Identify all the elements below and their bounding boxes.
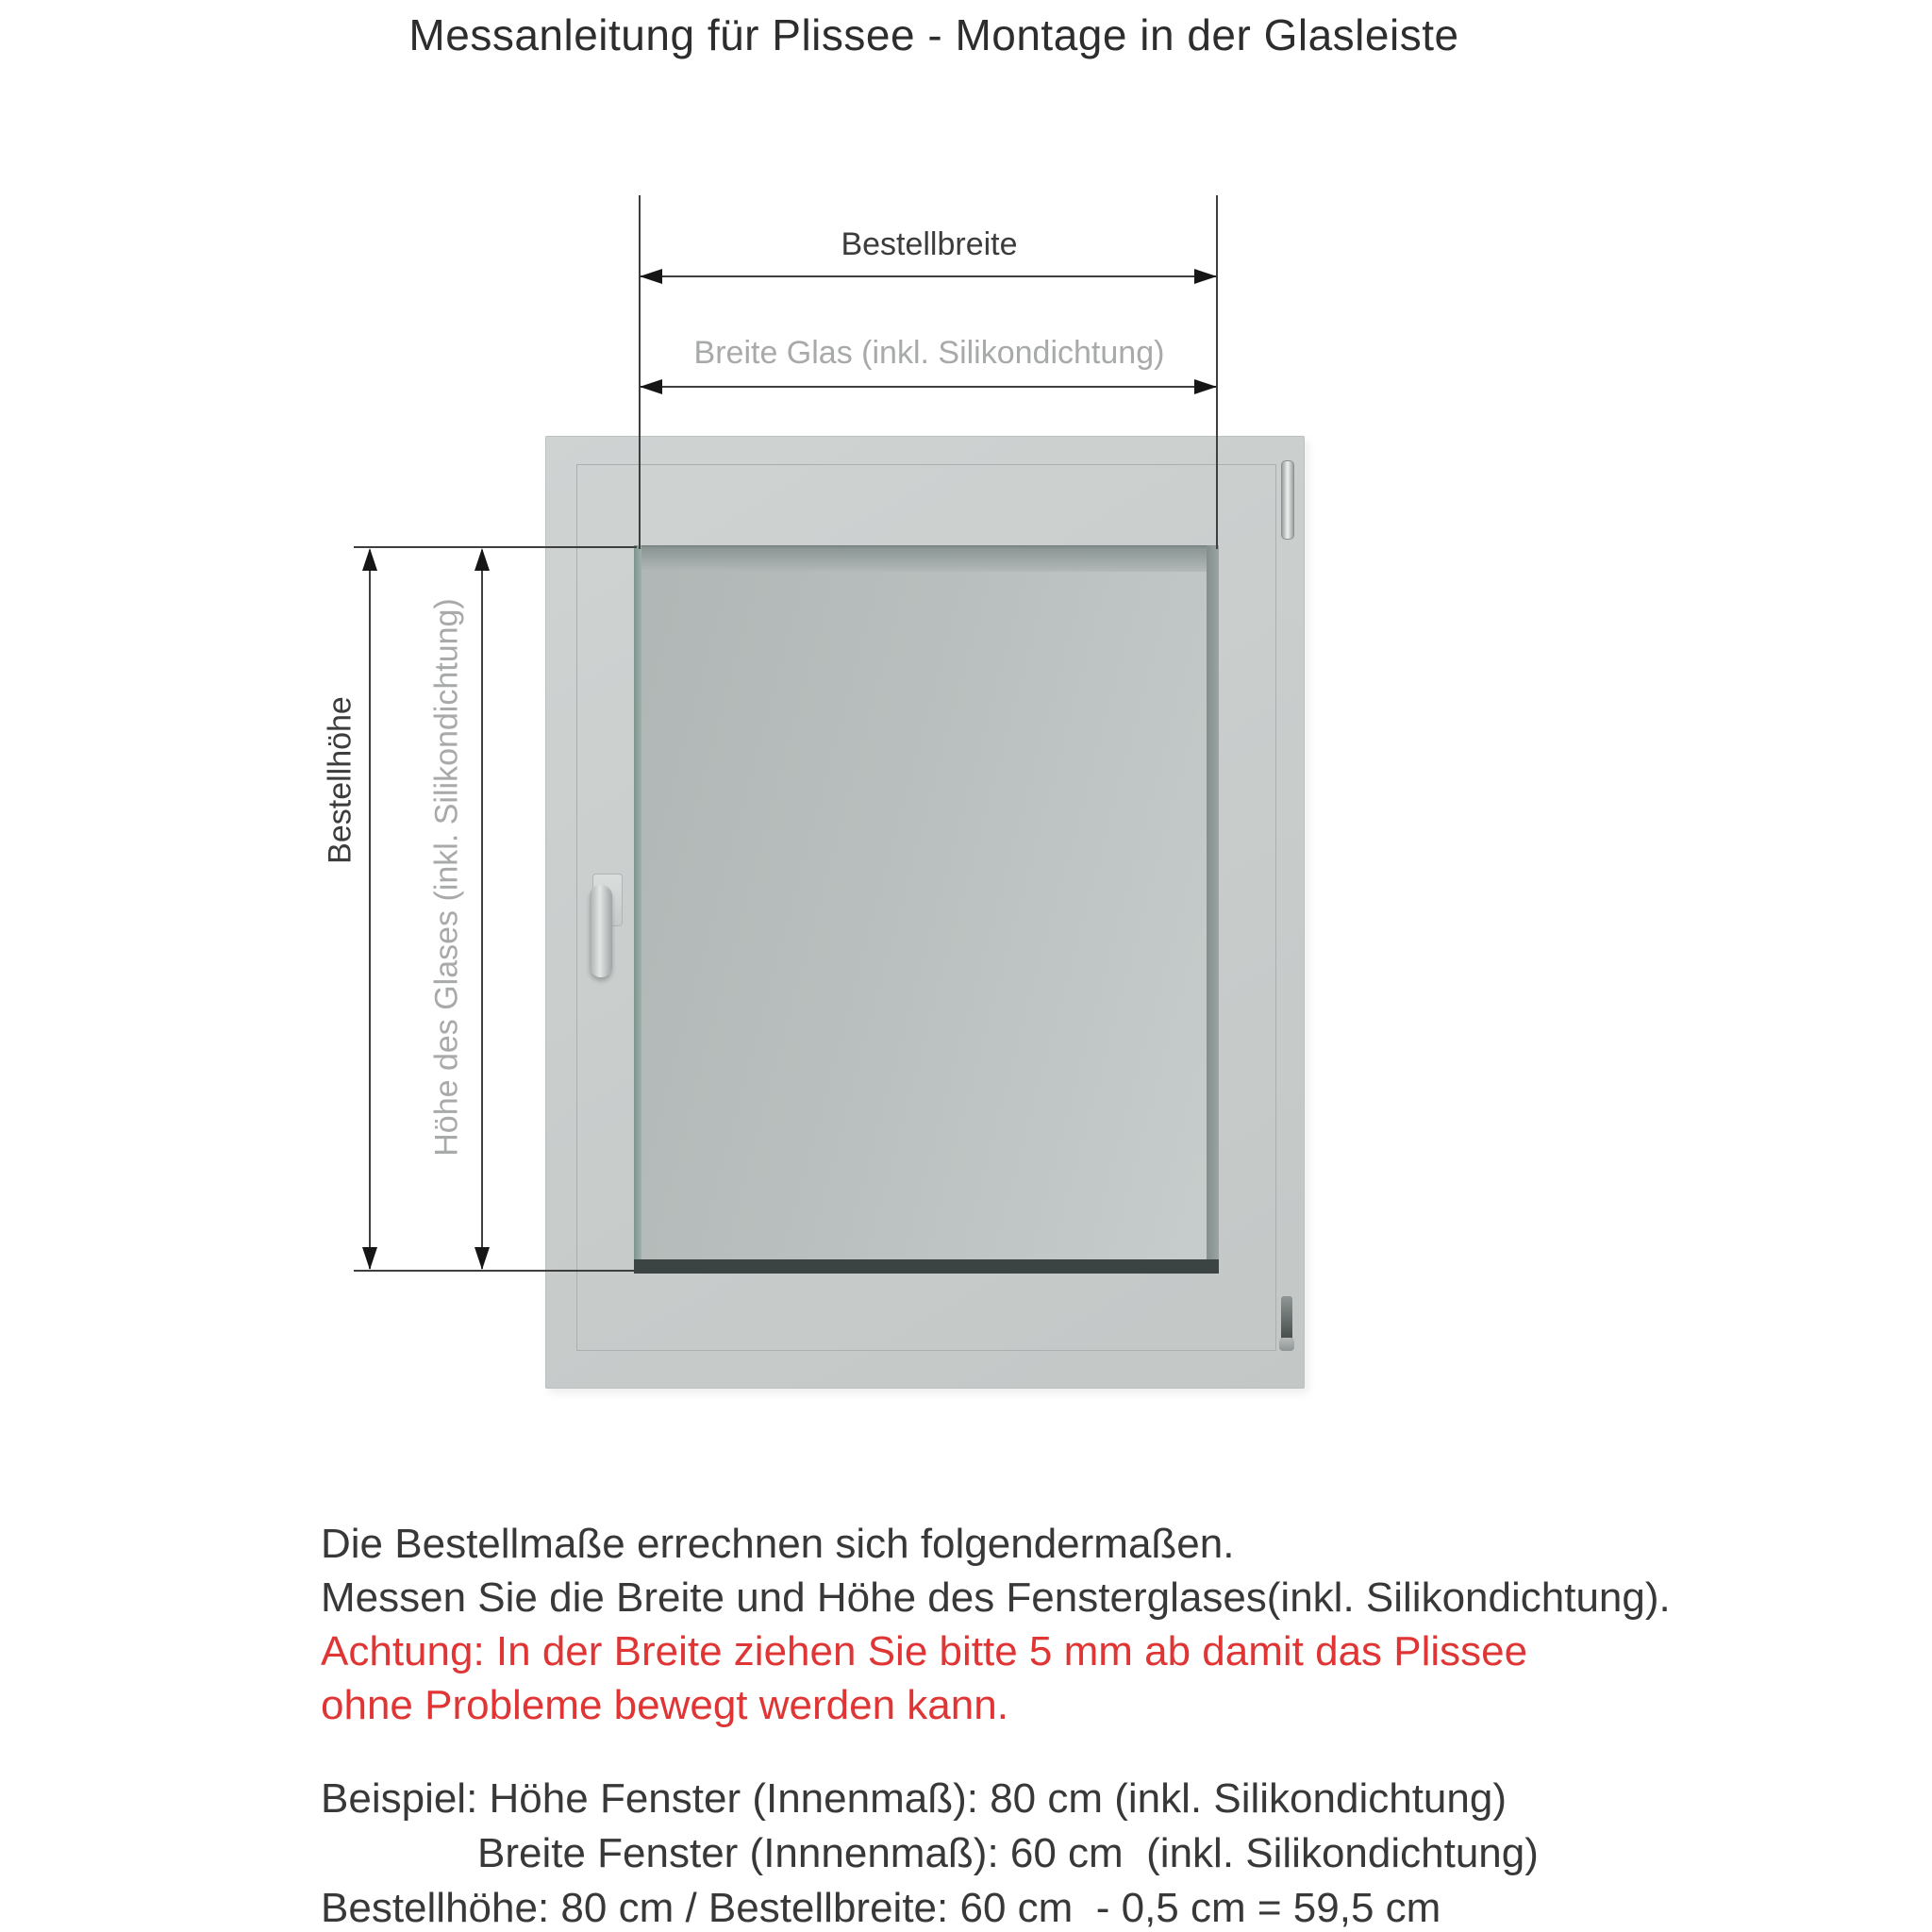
glass-left-seal-edge xyxy=(634,545,641,1274)
glass-bottom-bevel xyxy=(634,1259,1219,1274)
example-line: Bestellhöhe: 80 cm / Bestellbreite: 60 cm - 0,5 cm = 59,5 cm xyxy=(321,1885,1441,1931)
glass-width-dimension-line xyxy=(640,386,1217,388)
glass-height-dimension-line xyxy=(481,550,483,1269)
arrowhead-up-icon xyxy=(475,548,490,571)
bottom-hinge xyxy=(1281,1296,1292,1343)
extension-line-glass-top xyxy=(354,546,637,548)
glass-height-label: Höhe des Glases (inkl. Silikondichtung) xyxy=(428,598,465,1157)
arrowhead-up-icon xyxy=(362,548,377,571)
window-frame xyxy=(545,436,1305,1389)
glass-top-bevel xyxy=(634,545,1219,572)
example-line: Beispiel: Höhe Fenster (Innenmaß): 80 cm (inkl. Silikondichtung) xyxy=(321,1775,1507,1822)
example-text xyxy=(321,1772,1539,1932)
arrowhead-right-icon xyxy=(1194,269,1217,284)
instruction-line: Messen Sie die Breite und Höhe des Fensterglases(inkl. Silikondichtung). xyxy=(321,1574,1671,1621)
example-line: Breite Fenster (Innnenmaß): 60 cm (inkl. Silikondichtung) xyxy=(477,1830,1539,1876)
glass-right-bevel xyxy=(1207,545,1219,1274)
extension-line-glass-right xyxy=(1216,195,1218,549)
bottom-hinge-knob xyxy=(1279,1338,1294,1351)
window-handle xyxy=(590,885,612,977)
instruction-line: Die Bestellmaße errechnen sich folgendermaßen. xyxy=(321,1521,1235,1567)
extension-line-glass-left xyxy=(639,195,641,549)
arrowhead-right-icon xyxy=(1194,379,1217,394)
arrowhead-left-icon xyxy=(640,269,662,284)
order-width-label: Bestellbreite xyxy=(841,226,1018,262)
top-hinge xyxy=(1281,460,1294,540)
order-height-label: Bestellhöhe xyxy=(322,696,358,864)
arrowhead-down-icon xyxy=(362,1247,377,1270)
warning-line: ohne Probleme bewegt werden kann. xyxy=(321,1682,1008,1728)
order-width-dimension-line xyxy=(640,275,1217,277)
glass-width-label: Breite Glas (inkl. Silikondichtung) xyxy=(693,335,1165,371)
arrowhead-down-icon xyxy=(475,1247,490,1270)
warning-line: Achtung: In der Breite ziehen Sie bitte 5 mm ab damit das Plissee xyxy=(321,1628,1528,1674)
page-title: Messanleitung für Plissee - Montage in der Glasleiste xyxy=(408,10,1459,59)
instructions-text xyxy=(321,1517,1671,1732)
arrowhead-left-icon xyxy=(640,379,662,394)
extension-line-glass-bottom xyxy=(354,1270,637,1272)
order-height-dimension-line xyxy=(369,550,371,1269)
window-glass xyxy=(634,545,1219,1274)
